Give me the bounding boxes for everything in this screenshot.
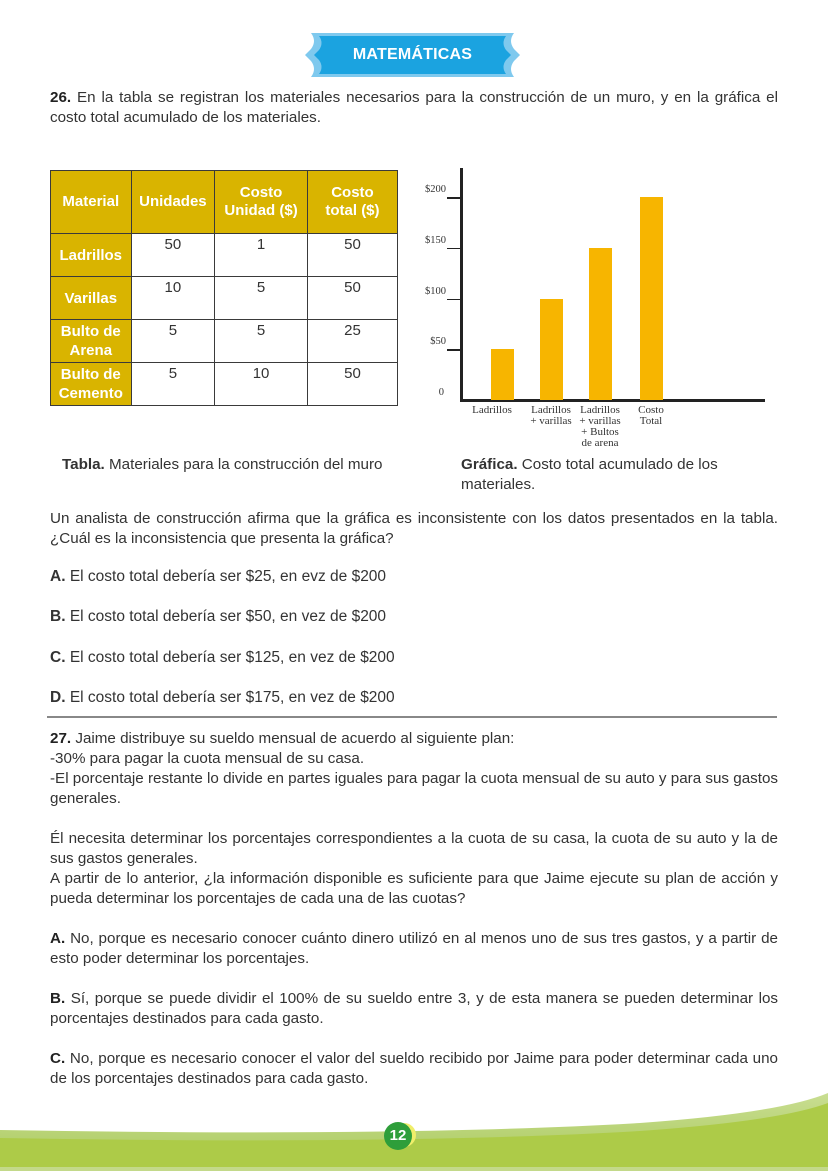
cell-unidades: 10 <box>131 277 215 320</box>
option-letter: A. <box>50 568 66 585</box>
row-material: Bulto de Arena <box>51 320 132 363</box>
option-letter: C. <box>50 649 66 666</box>
q27-question: A partir de lo anterior, ¿la información disponible es suficiente para que Jaime ejecute su plan de acción y pueda determinar los porcentajes de cada una de las cuotas? <box>50 870 778 907</box>
option-letter: B. <box>50 608 66 625</box>
y-tick-mark <box>447 299 461 301</box>
table-row <box>51 363 398 406</box>
y-tick-label: $150 <box>425 234 446 246</box>
footer-wave-icon <box>0 1085 828 1171</box>
cell-unidades: 50 <box>131 234 215 277</box>
y-tick-label: $200 <box>425 184 446 195</box>
table-caption-label: Tabla. <box>62 456 105 473</box>
header-unidades: Unidades <box>131 171 215 234</box>
cell-unidades: 5 <box>131 363 215 406</box>
option-letter: D. <box>50 689 66 706</box>
table-header-row <box>51 171 398 234</box>
q27-option-c[interactable] <box>50 1049 778 1089</box>
chart-bar <box>540 299 563 401</box>
subject-badge <box>305 33 520 77</box>
y-tick-label: 0 <box>438 387 444 398</box>
x-tick-label: Costo Total <box>638 404 664 427</box>
table-row <box>51 234 398 277</box>
y-tick-mark <box>447 197 461 199</box>
q26-stem <box>50 88 778 128</box>
option-letter: A. <box>50 930 66 947</box>
q27-stem-line-1: Jaime distribuye su sueldo mensual de acuerdo al siguiente plan: <box>75 730 515 747</box>
chart-caption <box>461 455 761 495</box>
q26-option-b[interactable] <box>50 608 386 626</box>
q26-question: Un analista de construcción afirma que la gráfica es inconsistente con los datos presentados en la tabla. ¿Cuál es la inconsistencia que presenta la gráfica? <box>50 510 778 547</box>
y-tick-label: $100 <box>425 285 446 297</box>
option-text: El costo total debería ser $25, en evz de $200 <box>69 568 387 585</box>
chart-bar <box>589 248 612 400</box>
option-text: No, porque es necesario conocer cuánto dinero utilizó en al menos uno de sus tres gastos, y a partir de esto poder determinar los porcentajes. <box>50 930 778 967</box>
row-material: Bulto de Cemento <box>51 363 132 406</box>
cell-costo-total: 50 <box>307 277 397 320</box>
option-letter: B. <box>50 990 66 1007</box>
cumulative-cost-chart <box>410 160 780 460</box>
row-material: Varillas <box>51 277 132 320</box>
y-tick-mark <box>447 349 461 351</box>
footer-wave <box>0 1085 828 1171</box>
q27-stem <box>50 729 778 809</box>
table-row <box>51 320 398 363</box>
chart-caption-text: Costo total acumulado de los materiales. <box>461 456 718 493</box>
option-text: Sí, porque se puede dividir el 100% de su sueldo entre 3, y de esta manera se pueden determinar los porcentajes destinados para cada gasto. <box>50 990 778 1027</box>
q27-stem-line-2: -30% para pagar la cuota mensual de su casa. <box>50 750 365 767</box>
x-tick-label: Ladrillos + varillas <box>530 404 572 427</box>
cell-costo-unidad: 10 <box>215 363 308 406</box>
header-costo-total: Costo total ($) <box>307 171 397 234</box>
cell-costo-total: 25 <box>307 320 397 363</box>
option-text: El costo total debería ser $125, en vez de $200 <box>69 649 395 666</box>
q27-option-b[interactable] <box>50 989 778 1029</box>
q27-option-a[interactable] <box>50 929 778 969</box>
y-tick-label: $50 <box>430 336 446 348</box>
cell-costo-unidad: 5 <box>215 277 308 320</box>
table-row <box>51 277 398 320</box>
x-tick-label: Ladrillos <box>472 404 512 416</box>
header-costo-unidad: Costo Unidad ($) <box>215 171 308 234</box>
chart-bar <box>491 349 514 400</box>
q27-context: Él necesita determinar los porcentajes correspondientes a la cuota de su casa, la cuota de su auto y la de sus gastos generales. <box>50 830 778 867</box>
cell-costo-total: 50 <box>307 234 397 277</box>
q27-stem-line-3: -El porcentaje restante lo divide en partes iguales para pagar la cuota mensual de su auto y para sus gastos generales. <box>50 770 778 807</box>
q26-stem-text: En la tabla se registran los materiales necesarios para la construcción de un muro, y en la gráfica el costo total acumulado de los materiales. <box>50 89 778 126</box>
table-caption-text: Materiales para la construcción del muro <box>109 456 383 473</box>
materials-table <box>50 170 398 406</box>
row-material: Ladrillos <box>51 234 132 277</box>
header-material: Material <box>51 171 132 234</box>
chart-bar <box>640 197 663 400</box>
x-tick-label: Ladrillos + varillas + Bultos de arena <box>579 404 621 449</box>
q26-option-d[interactable] <box>50 689 395 707</box>
page-number: 12 <box>384 1122 412 1150</box>
y-tick-mark <box>447 248 461 250</box>
cell-unidades: 5 <box>131 320 215 363</box>
q26-option-a[interactable] <box>50 568 386 586</box>
cell-costo-unidad: 5 <box>215 320 308 363</box>
y-axis <box>460 168 463 401</box>
q26-number: 26. <box>50 89 72 106</box>
chart-caption-label: Gráfica. <box>461 456 518 473</box>
option-letter: C. <box>50 1050 66 1067</box>
table-caption <box>62 455 392 475</box>
q26-option-c[interactable] <box>50 649 395 667</box>
option-text: El costo total debería ser $175, en vez de $200 <box>69 689 395 706</box>
q27-number: 27. <box>50 730 72 747</box>
option-text: No, porque es necesario conocer el valor del sueldo recibido por Jaime para poder determinar cada uno de los porcentajes destinados para cada gasto. <box>50 1050 778 1087</box>
cell-costo-total: 50 <box>307 363 397 406</box>
cell-costo-unidad: 1 <box>215 234 308 277</box>
subject-title: MATEMÁTICAS <box>352 46 473 63</box>
question-divider <box>47 716 777 718</box>
option-text: El costo total debería ser $50, en vez de $200 <box>69 608 387 625</box>
